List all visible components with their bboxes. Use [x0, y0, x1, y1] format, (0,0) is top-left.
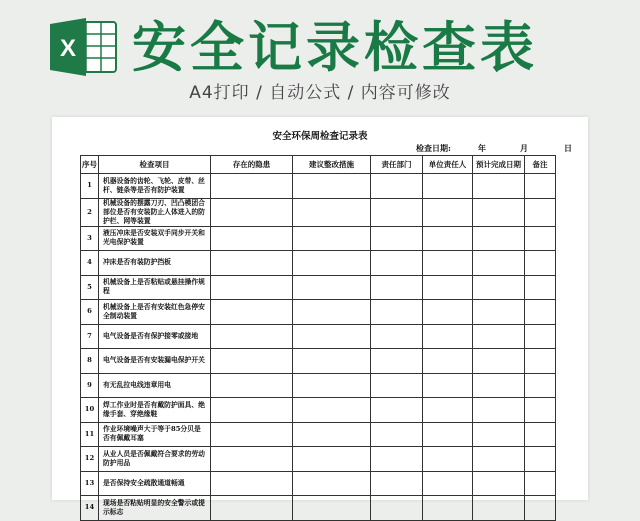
- table-row: [81, 398, 556, 423]
- responsible-person-cell[interactable]: [423, 422, 473, 447]
- department-cell[interactable]: [371, 349, 423, 374]
- inspection-table: [80, 155, 556, 521]
- department-cell[interactable]: [371, 471, 423, 496]
- rectification-cell[interactable]: [293, 226, 371, 251]
- remarks-cell[interactable]: [525, 324, 556, 349]
- check-item: 机械设备上是否有安装红色急停安全制动装置: [99, 300, 211, 325]
- remarks-cell[interactable]: [525, 251, 556, 276]
- department-cell[interactable]: [371, 174, 423, 199]
- column-header: 备注: [525, 156, 556, 174]
- hazard-cell[interactable]: [211, 471, 293, 496]
- date-day-label: 日: [564, 143, 572, 153]
- hazard-cell[interactable]: [211, 398, 293, 423]
- column-header: 序号: [81, 156, 99, 174]
- check-item: 现场是否粘贴明显的安全警示或提示标志: [99, 496, 211, 521]
- rectification-cell[interactable]: [293, 471, 371, 496]
- due-date-cell[interactable]: [473, 198, 525, 226]
- row-number: 4: [81, 251, 99, 276]
- excel-icon: [48, 16, 118, 78]
- row-number: 3: [81, 226, 99, 251]
- column-header: 检查项目: [99, 156, 211, 174]
- row-number: 12: [81, 447, 99, 472]
- due-date-cell[interactable]: [473, 300, 525, 325]
- hazard-cell[interactable]: [211, 251, 293, 276]
- due-date-cell[interactable]: [473, 373, 525, 398]
- table-row: [81, 422, 556, 447]
- row-number: 11: [81, 422, 99, 447]
- remarks-cell[interactable]: [525, 373, 556, 398]
- check-item: 冲床是否有装防护挡板: [99, 251, 211, 276]
- responsible-person-cell[interactable]: [423, 324, 473, 349]
- rectification-cell[interactable]: [293, 300, 371, 325]
- department-cell[interactable]: [371, 373, 423, 398]
- table-row: [81, 496, 556, 521]
- check-item: 机械设备的摆露刀刃、凹凸模团合部位是否有安装防止人体进入的防护栏、网等装置: [99, 198, 211, 226]
- remarks-cell[interactable]: [525, 300, 556, 325]
- column-header: 存在的隐患: [211, 156, 293, 174]
- spreadsheet-preview: [52, 117, 588, 516]
- row-number: 9: [81, 373, 99, 398]
- table-row: [81, 471, 556, 496]
- due-date-cell[interactable]: [473, 174, 525, 199]
- hazard-cell[interactable]: [211, 422, 293, 447]
- table-row: [81, 275, 556, 300]
- department-cell[interactable]: [371, 496, 423, 521]
- department-cell[interactable]: [371, 275, 423, 300]
- hazard-cell[interactable]: [211, 373, 293, 398]
- department-cell[interactable]: [371, 226, 423, 251]
- header-banner: [0, 0, 640, 118]
- column-header: 责任部门: [371, 156, 423, 174]
- row-number: 8: [81, 349, 99, 374]
- hazard-cell[interactable]: [211, 226, 293, 251]
- table-row: [81, 373, 556, 398]
- table-row: [81, 349, 556, 374]
- department-cell[interactable]: [371, 447, 423, 472]
- check-item: 作业环境噪声大于等于85分贝是否有佩戴耳塞: [99, 422, 211, 447]
- rectification-cell[interactable]: [293, 422, 371, 447]
- date-month-label: 月: [520, 143, 528, 153]
- row-number: 1: [81, 174, 99, 199]
- check-item: 机械设备上是否粘贴或悬挂操作规程: [99, 275, 211, 300]
- responsible-person-cell[interactable]: [423, 300, 473, 325]
- responsible-person-cell[interactable]: [423, 447, 473, 472]
- row-number: 6: [81, 300, 99, 325]
- check-item: 液压冲床是否安装双手同步开关和光电保护装置: [99, 226, 211, 251]
- rectification-cell[interactable]: [293, 251, 371, 276]
- table-row: [81, 174, 556, 199]
- responsible-person-cell[interactable]: [423, 198, 473, 226]
- due-date-cell[interactable]: [473, 471, 525, 496]
- due-date-cell[interactable]: [473, 398, 525, 423]
- remarks-cell[interactable]: [525, 349, 556, 374]
- rectification-cell[interactable]: [293, 174, 371, 199]
- table-row: [81, 226, 556, 251]
- check-item: 电气设备是否有保护接零或接地: [99, 324, 211, 349]
- row-number: 2: [81, 198, 99, 226]
- hazard-cell[interactable]: [211, 324, 293, 349]
- hazard-cell[interactable]: [211, 174, 293, 199]
- table-row: [81, 198, 556, 226]
- remarks-cell[interactable]: [525, 471, 556, 496]
- row-number: 13: [81, 471, 99, 496]
- column-header: 单位责任人: [423, 156, 473, 174]
- due-date-cell[interactable]: [473, 275, 525, 300]
- responsible-person-cell[interactable]: [423, 275, 473, 300]
- hazard-cell[interactable]: [211, 275, 293, 300]
- rectification-cell[interactable]: [293, 275, 371, 300]
- table-header-row: [81, 156, 556, 174]
- due-date-cell[interactable]: [473, 324, 525, 349]
- due-date-cell[interactable]: [473, 349, 525, 374]
- due-date-cell[interactable]: [473, 251, 525, 276]
- row-number: 5: [81, 275, 99, 300]
- rectification-cell[interactable]: [293, 496, 371, 521]
- responsible-person-cell[interactable]: [423, 226, 473, 251]
- row-number: 14: [81, 496, 99, 521]
- responsible-person-cell[interactable]: [423, 174, 473, 199]
- remarks-cell[interactable]: [525, 496, 556, 521]
- check-item: 机器设备的齿轮、飞轮、皮带、丝杆、链条等是否有防护装置: [99, 174, 211, 199]
- sheet-title: 安全环保周检查记录表: [272, 131, 368, 142]
- responsible-person-cell[interactable]: [423, 496, 473, 521]
- logo-letter: X: [59, 35, 77, 62]
- page-subtitle: A4打印 / 自动公式 / 内容可修改: [189, 83, 451, 103]
- hazard-cell[interactable]: [211, 349, 293, 374]
- table-row: [81, 324, 556, 349]
- department-cell[interactable]: [371, 198, 423, 226]
- rectification-cell[interactable]: [293, 324, 371, 349]
- due-date-cell[interactable]: [473, 422, 525, 447]
- hazard-cell[interactable]: [211, 300, 293, 325]
- due-date-cell[interactable]: [473, 447, 525, 472]
- remarks-cell[interactable]: [525, 275, 556, 300]
- rectification-cell[interactable]: [293, 349, 371, 374]
- responsible-person-cell[interactable]: [423, 251, 473, 276]
- remarks-cell[interactable]: [525, 226, 556, 251]
- row-number: 7: [81, 324, 99, 349]
- hazard-cell[interactable]: [211, 198, 293, 226]
- date-year-label: 年: [478, 143, 486, 153]
- table-row: [81, 251, 556, 276]
- department-cell[interactable]: [371, 300, 423, 325]
- check-item: 有无乱拉电线违章用电: [99, 373, 211, 398]
- rectification-cell[interactable]: [293, 447, 371, 472]
- check-item: 是否保持安全疏散通道畅通: [99, 471, 211, 496]
- check-item: 电气设备是否有安装漏电保护开关: [99, 349, 211, 374]
- rectification-cell[interactable]: [293, 398, 371, 423]
- date-label: 检查日期:: [416, 143, 451, 153]
- responsible-person-cell[interactable]: [423, 398, 473, 423]
- responsible-person-cell[interactable]: [423, 373, 473, 398]
- table-row: [81, 300, 556, 325]
- hazard-cell[interactable]: [211, 496, 293, 521]
- remarks-cell[interactable]: [525, 398, 556, 423]
- remarks-cell[interactable]: [525, 447, 556, 472]
- remarks-cell[interactable]: [525, 174, 556, 199]
- department-cell[interactable]: [371, 422, 423, 447]
- remarks-cell[interactable]: [525, 422, 556, 447]
- department-cell[interactable]: [371, 324, 423, 349]
- check-item: 焊工作业时是否有戴防护面具、绝缘手套、穿绝缘鞋: [99, 398, 211, 423]
- responsible-person-cell[interactable]: [423, 471, 473, 496]
- hazard-cell[interactable]: [211, 447, 293, 472]
- column-header: 预计完成日期: [473, 156, 525, 174]
- page-title: 安全记录检查表: [132, 15, 538, 79]
- table-row: [81, 447, 556, 472]
- rectification-cell[interactable]: [293, 373, 371, 398]
- remarks-cell[interactable]: [525, 198, 556, 226]
- due-date-cell[interactable]: [473, 226, 525, 251]
- department-cell[interactable]: [371, 251, 423, 276]
- due-date-cell[interactable]: [473, 496, 525, 521]
- check-item: 从业人员是否佩戴符合要求的劳动防护用品: [99, 447, 211, 472]
- row-number: 10: [81, 398, 99, 423]
- department-cell[interactable]: [371, 398, 423, 423]
- column-header: 建议整改措施: [293, 156, 371, 174]
- responsible-person-cell[interactable]: [423, 349, 473, 374]
- rectification-cell[interactable]: [293, 198, 371, 226]
